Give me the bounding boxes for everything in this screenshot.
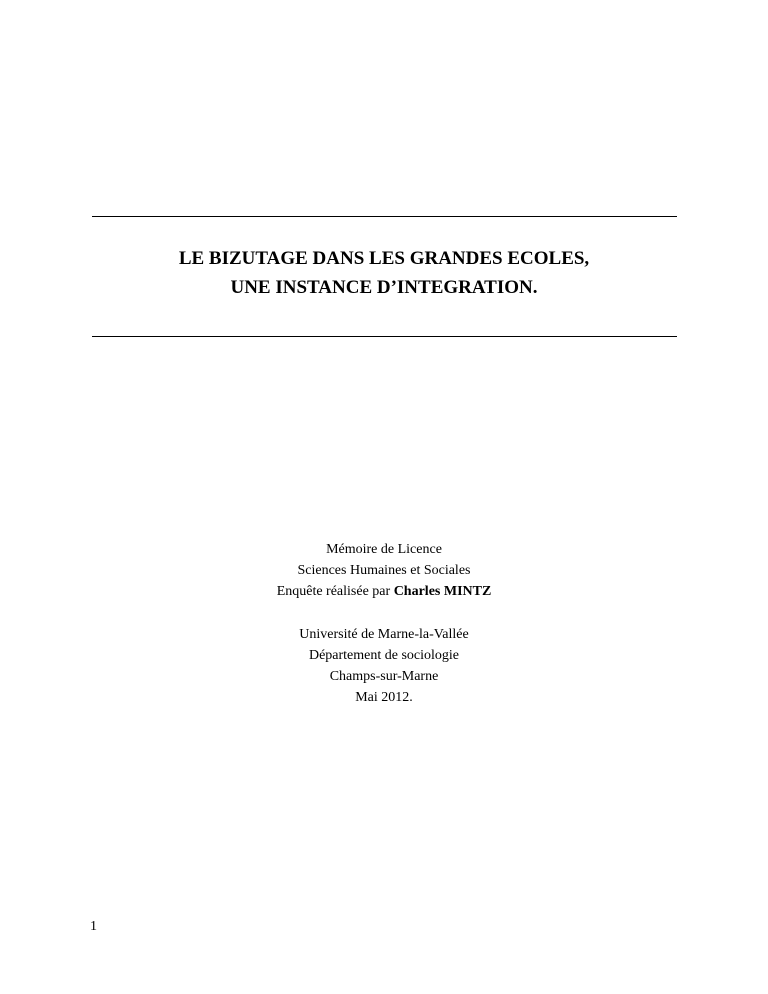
university-name: Université de Marne-la-Vallée	[299, 627, 469, 642]
date: Mai 2012.	[355, 690, 413, 705]
page-number: 1	[90, 919, 97, 934]
memoire-field: Sciences Humaines et Sociales	[297, 563, 471, 578]
title-bottom-rule	[92, 336, 677, 337]
location: Champs-sur-Marne	[329, 669, 439, 684]
memoire-type: Mémoire de Licence	[326, 542, 442, 557]
department-name: Département de sociologie	[308, 648, 460, 663]
title-line-1: LE BIZUTAGE DANS LES GRANDES ECOLES,	[178, 248, 590, 269]
institution-info	[0, 624, 768, 708]
document-title	[0, 244, 768, 302]
title-line-2: UNE INSTANCE D’INTEGRATION.	[230, 277, 538, 298]
author-name: Charles MINTZ	[393, 584, 492, 599]
title-top-rule	[92, 216, 677, 217]
author-prefix: Enquête réalisée par	[276, 584, 394, 599]
memoire-info	[0, 539, 768, 602]
author-line	[0, 581, 768, 602]
